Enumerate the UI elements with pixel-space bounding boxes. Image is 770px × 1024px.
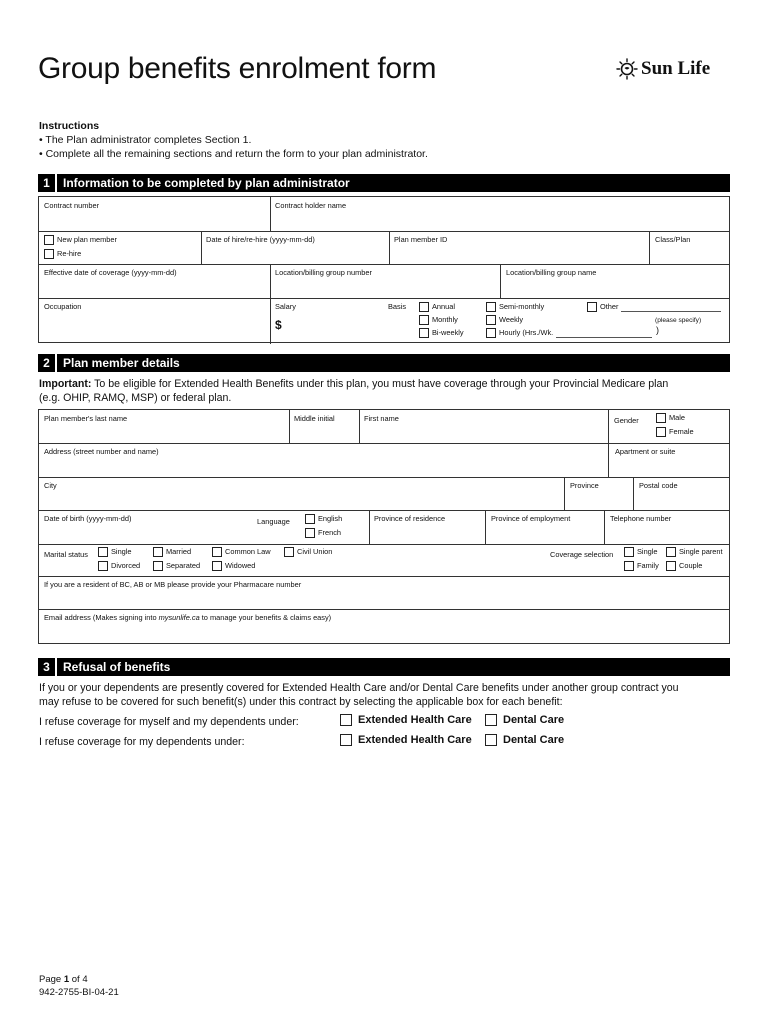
salary-currency: $ — [275, 318, 282, 332]
separated-label: Separated — [166, 561, 201, 570]
new-plan-member-option[interactable] — [44, 235, 117, 245]
hourly-label: Hourly (Hrs./Wk. — [499, 328, 554, 337]
page-prefix: Page — [39, 974, 64, 985]
form-code: 942-2755-BI-04-21 — [39, 987, 119, 998]
coverage-family-label: Family — [637, 561, 659, 570]
class-plan-label: Class/Plan — [655, 235, 691, 244]
refuse-row-1-ehc-label: Extended Health Care — [358, 714, 472, 726]
civil-union-checkbox[interactable] — [284, 547, 294, 557]
gender-female-option[interactable] — [656, 427, 694, 437]
date-of-hire-label: Date of hire/re-hire (yyyy-mm-dd) — [206, 235, 315, 244]
email-label-suffix: to manage your benefits & claims easy) — [199, 613, 332, 622]
basis-label: Basis — [388, 302, 407, 311]
refuse-row-1-ehc-checkbox[interactable] — [340, 714, 352, 726]
section-3-header — [38, 658, 730, 676]
semimonthly-label: Semi-monthly — [499, 302, 545, 311]
coverage-single-parent-label: Single parent — [679, 547, 723, 556]
hourly-hours-field[interactable] — [556, 329, 652, 338]
biweekly-label: Bi-weekly — [432, 328, 464, 337]
coverage-family-option[interactable] — [624, 561, 659, 571]
monthly-checkbox[interactable] — [419, 315, 429, 325]
biweekly-checkbox[interactable] — [419, 328, 429, 338]
rehire-checkbox[interactable] — [44, 249, 54, 259]
marital-civil-union-option[interactable] — [284, 547, 332, 557]
male-checkbox[interactable] — [656, 413, 666, 423]
basis-hourly-option[interactable] — [486, 328, 652, 338]
first-name-label: First name — [364, 414, 399, 423]
occupation-label: Occupation — [44, 302, 82, 311]
coverage-single-parent-option[interactable] — [666, 547, 723, 557]
basis-biweekly-option[interactable] — [419, 328, 464, 338]
marital-status-label: Marital status — [44, 550, 88, 559]
pharmacare-label: If you are a resident of BC, AB or MB please provide your Pharmacare number — [44, 580, 302, 589]
important-note — [39, 377, 668, 405]
basis-weekly-option[interactable] — [486, 315, 523, 325]
coverage-family-checkbox[interactable] — [624, 561, 634, 571]
close-paren: ) — [656, 325, 659, 335]
new-plan-member-label: New plan member — [57, 235, 117, 244]
basis-annual-option[interactable] — [419, 302, 455, 312]
basis-semimonthly-option[interactable] — [486, 302, 544, 312]
weekly-label: Weekly — [499, 315, 524, 324]
female-checkbox[interactable] — [656, 427, 666, 437]
province-employment-label: Province of employment — [491, 514, 571, 523]
refuse-row-1-ehc-option[interactable] — [340, 714, 472, 726]
section-2-grid — [38, 409, 730, 644]
address-field[interactable] — [44, 457, 604, 475]
coverage-selection-label: Coverage selection — [550, 550, 614, 559]
new-plan-member-checkbox[interactable] — [44, 235, 54, 245]
section-1-grid — [38, 196, 730, 343]
refusal-paragraph — [39, 681, 679, 709]
marital-widowed-option[interactable] — [212, 561, 255, 571]
email-label — [44, 613, 331, 622]
mysunlife-link[interactable]: mysunlife.ca — [158, 613, 200, 622]
gender-male-option[interactable] — [656, 413, 685, 423]
middle-initial-label: Middle initial — [294, 414, 335, 423]
widowed-label: Widowed — [225, 561, 256, 570]
rehire-option[interactable] — [44, 249, 81, 259]
marital-separated-option[interactable] — [153, 561, 200, 571]
marital-divorced-option[interactable] — [98, 561, 140, 571]
postal-code-label: Postal code — [639, 481, 678, 490]
refuse-row-1-dental-checkbox[interactable] — [485, 714, 497, 726]
province-label: Province — [570, 481, 599, 490]
coverage-single-option[interactable] — [624, 547, 658, 557]
coverage-single-label: Single — [637, 547, 658, 556]
english-checkbox[interactable] — [305, 514, 315, 524]
page-number — [39, 973, 119, 986]
married-checkbox[interactable] — [153, 547, 163, 557]
form-title: Group benefits enrolment form — [38, 52, 437, 85]
dob-label: Date of birth (yyyy-mm-dd) — [44, 514, 132, 523]
apartment-label: Apartment or suite — [615, 447, 676, 456]
refusal-paragraph-line1: If you or your dependents are presently covered for Extended Health Care and/or Dental Care benefits under another group contract you — [39, 682, 679, 694]
salary-label: Salary — [275, 302, 296, 311]
contract-holder-name-label: Contract holder name — [275, 201, 347, 210]
semimonthly-checkbox[interactable] — [486, 302, 496, 312]
language-label: Language — [257, 517, 290, 526]
weekly-checkbox[interactable] — [486, 315, 496, 325]
section-1-header — [38, 174, 730, 192]
important-label: Important: — [39, 378, 92, 390]
instruction-item: • Complete all the remaining sections and return the form to your plan administrator. — [39, 148, 428, 160]
email-field[interactable] — [44, 623, 724, 641]
section-number: 1 — [38, 174, 57, 192]
single-label: Single — [111, 547, 132, 556]
separated-checkbox[interactable] — [153, 561, 163, 571]
refuse-row-2-ehc-checkbox[interactable] — [340, 734, 352, 746]
email-label-prefix: Email address (Makes signing into — [44, 613, 159, 622]
address-label: Address (street number and name) — [44, 447, 159, 456]
plan-member-id-label: Plan member ID — [394, 235, 448, 244]
refuse-row-2-label: I refuse coverage for my dependents under: — [39, 736, 245, 748]
common-law-checkbox[interactable] — [212, 547, 222, 557]
sun-life-logo — [616, 58, 710, 80]
contract-number-label: Contract number — [44, 201, 100, 210]
effective-date-label: Effective date of coverage (yyyy-mm-dd) — [44, 268, 177, 277]
refuse-row-2-dental-checkbox[interactable] — [485, 734, 497, 746]
province-residence-label: Province of residence — [374, 514, 446, 523]
married-label: Married — [166, 547, 192, 556]
divorced-checkbox[interactable] — [98, 561, 108, 571]
male-label: Male — [669, 413, 686, 422]
last-name-field[interactable] — [44, 424, 284, 442]
instruction-item: • The Plan administrator completes Section 1. — [39, 134, 252, 146]
please-specify-label: (please specify) — [655, 317, 702, 324]
coverage-single-parent-checkbox[interactable] — [666, 547, 676, 557]
divorced-label: Divorced — [111, 561, 141, 570]
common-law-label: Common Law — [225, 547, 271, 556]
pharmacare-field[interactable] — [44, 590, 724, 608]
marital-single-option[interactable] — [98, 547, 132, 557]
refuse-row-2-ehc-label: Extended Health Care — [358, 734, 472, 746]
section-title: Refusal of benefits — [63, 660, 171, 674]
refusal-paragraph-line2: may refuse to be covered for such benefit(s) under this contract by selecting the applicable box for each benefit: — [39, 696, 563, 708]
page-current: 1 — [63, 974, 70, 985]
page-suffix: of 4 — [69, 974, 88, 985]
female-label: Female — [669, 427, 694, 436]
english-label: English — [318, 514, 343, 523]
gender-label: Gender — [614, 416, 639, 425]
first-name-field[interactable] — [364, 424, 604, 442]
refuse-row-2-dental-label: Dental Care — [503, 734, 565, 746]
section-title: Information to be completed by plan administrator — [63, 176, 350, 190]
sun-icon — [616, 58, 638, 80]
section-2-header — [38, 354, 730, 372]
instructions — [39, 119, 428, 161]
page-footer — [39, 973, 119, 999]
telephone-label: Telephone number — [610, 514, 672, 523]
basis-other-option[interactable] — [587, 302, 721, 312]
brand-name: Sun Life — [641, 58, 711, 79]
refuse-row-2-dental-option[interactable] — [485, 734, 564, 746]
location-billing-number-label: Location/billing group number — [275, 268, 372, 277]
french-checkbox[interactable] — [305, 528, 315, 538]
other-specify-field[interactable] — [621, 303, 721, 312]
single-checkbox[interactable] — [98, 547, 108, 557]
civil-union-label: Civil Union — [297, 547, 333, 556]
contract-holder-name-field[interactable] — [275, 211, 725, 229]
monthly-label: Monthly — [432, 315, 458, 324]
section-number: 2 — [38, 354, 57, 372]
widowed-checkbox[interactable] — [212, 561, 222, 571]
coverage-couple-option[interactable] — [666, 561, 702, 571]
city-label: City — [44, 481, 57, 490]
other-label: Other — [600, 302, 619, 311]
basis-monthly-option[interactable] — [419, 315, 458, 325]
annual-checkbox[interactable] — [419, 302, 429, 312]
refuse-row-1-dental-label: Dental Care — [503, 714, 565, 726]
marital-common-law-option[interactable] — [212, 547, 271, 557]
contract-number-field[interactable] — [44, 211, 266, 229]
coverage-single-checkbox[interactable] — [624, 547, 634, 557]
refuse-row-2-ehc-option[interactable] — [340, 734, 472, 746]
last-name-label: Plan member's last name — [44, 414, 128, 423]
important-text-line2: (e.g. OHIP, RAMQ, MSP) or federal plan. — [39, 392, 232, 404]
language-english-option[interactable] — [305, 514, 342, 524]
rehire-label: Re-hire — [57, 249, 82, 258]
coverage-couple-label: Couple — [679, 561, 703, 570]
refuse-row-1-dental-option[interactable] — [485, 714, 564, 726]
hourly-checkbox[interactable] — [486, 328, 496, 338]
section-title: Plan member details — [63, 356, 180, 370]
language-french-option[interactable] — [305, 528, 341, 538]
instructions-heading: Instructions — [39, 120, 100, 132]
annual-label: Annual — [432, 302, 456, 311]
important-text: To be eligible for Extended Health Benefits under this plan, you must have coverage through your Provincial Medicare plan — [91, 378, 669, 390]
french-label: French — [318, 528, 342, 537]
coverage-couple-checkbox[interactable] — [666, 561, 676, 571]
marital-married-option[interactable] — [153, 547, 191, 557]
city-field[interactable] — [44, 491, 559, 509]
section-number: 3 — [38, 658, 57, 676]
refuse-row-1-label: I refuse coverage for myself and my dependents under: — [39, 716, 299, 728]
other-checkbox[interactable] — [587, 302, 597, 312]
location-billing-name-label: Location/billing group name — [506, 268, 597, 277]
